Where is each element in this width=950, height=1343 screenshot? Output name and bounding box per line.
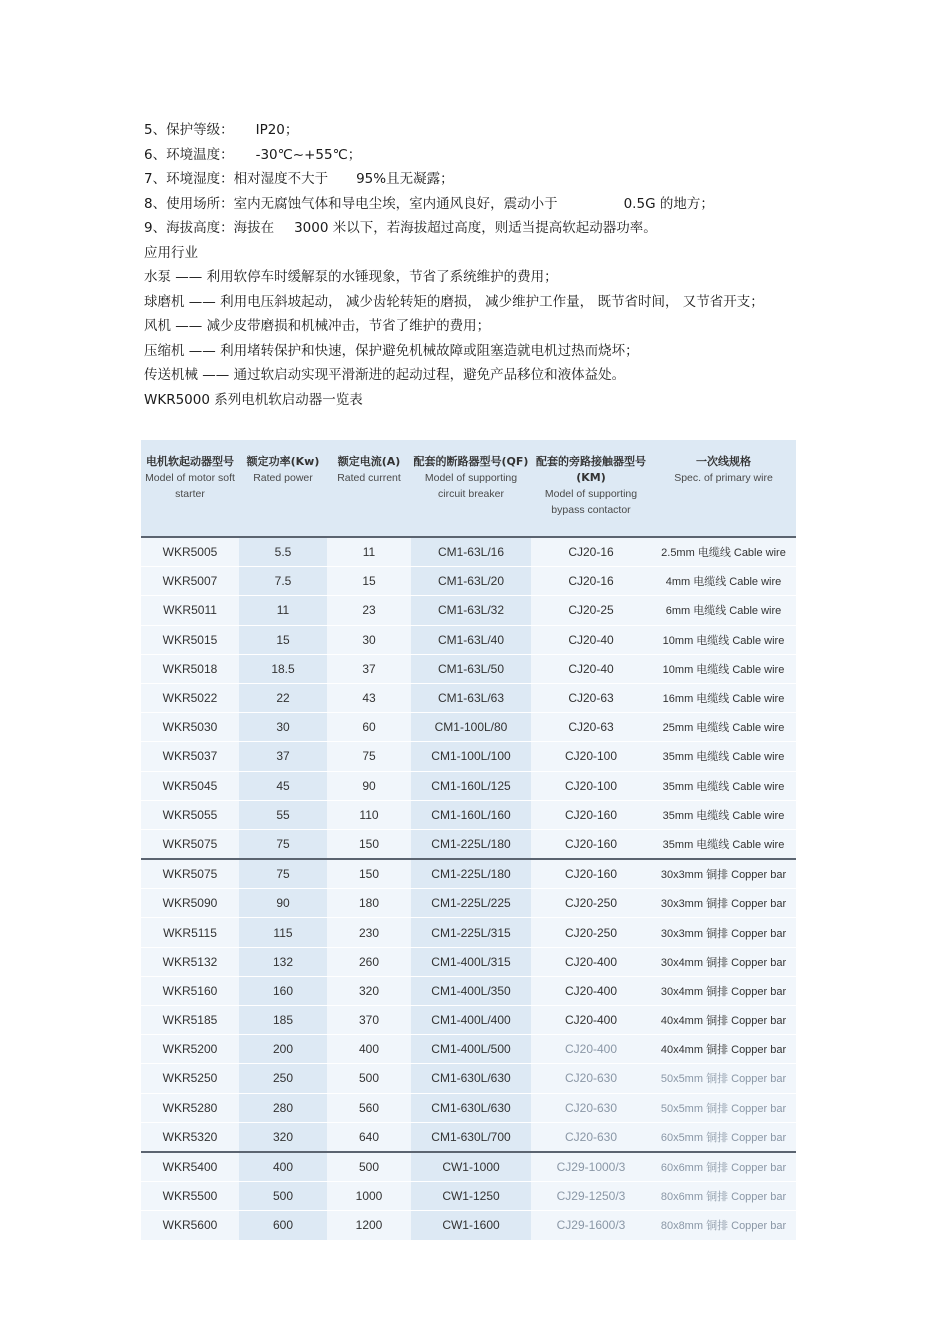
table-row <box>141 1211 796 1240</box>
table-cell: 500 <box>239 1182 327 1211</box>
table-cell: CJ20-100 <box>531 742 651 771</box>
table-cell: CJ29-1000/3 <box>531 1152 651 1182</box>
table-cell: CJ20-16 <box>531 537 651 567</box>
spec-item <box>144 216 804 241</box>
table-cell: CM1-400L/315 <box>411 947 531 976</box>
table-header-row <box>141 440 796 537</box>
table-cell: 11 <box>327 537 411 567</box>
table-cell: 30x4mm 铜排 Copper bar <box>651 976 796 1005</box>
table-cell: 185 <box>239 1006 327 1035</box>
table-row <box>141 1122 796 1152</box>
table-cell: 230 <box>327 918 411 947</box>
table-cell: 1200 <box>327 1211 411 1240</box>
table-cell: WKR5280 <box>141 1093 239 1122</box>
table-cell: WKR5015 <box>141 625 239 654</box>
table-cell: 35mm 电缆线 Cable wire <box>651 771 796 800</box>
table-cell: WKR5250 <box>141 1064 239 1093</box>
table-cell: CJ20-25 <box>531 596 651 625</box>
table-cell: WKR5075 <box>141 829 239 859</box>
column-header: 电机软起动器型号 Model of motor soft starter <box>141 440 239 537</box>
table-cell: WKR5045 <box>141 771 239 800</box>
table-cell: CW1-1600 <box>411 1211 531 1240</box>
item-number: 7、 <box>144 171 167 187</box>
table-cell: CJ20-40 <box>531 654 651 683</box>
item-label: 海拔高度：海拔在 <box>166 220 275 236</box>
table-cell: 30x3mm 铜排 Copper bar <box>651 889 796 918</box>
table-cell: WKR5090 <box>141 889 239 918</box>
table-cell: 45 <box>239 771 327 800</box>
table-cell: 43 <box>327 683 411 712</box>
table-cell: 132 <box>239 947 327 976</box>
table-cell: CJ20-630 <box>531 1064 651 1093</box>
table-cell: WKR5320 <box>141 1122 239 1152</box>
table-row <box>141 1182 796 1211</box>
table-cell: CM1-160L/125 <box>411 771 531 800</box>
table-row <box>141 1035 796 1064</box>
table-cell: 22 <box>239 683 327 712</box>
table-row <box>141 683 796 712</box>
item-label: 使用场所：室内无腐蚀气体和导电尘埃，室内通风良好，震动小于 <box>166 195 558 212</box>
table-cell: 30x3mm 铜排 Copper bar <box>651 918 796 947</box>
table-cell: 90 <box>239 889 327 918</box>
table-cell: 15 <box>327 567 411 596</box>
item-value: -30℃~+55℃； <box>255 146 362 163</box>
table-cell: CM1-63L/20 <box>411 567 531 596</box>
table-cell: CJ20-100 <box>531 771 651 800</box>
table-cell: CJ29-1250/3 <box>531 1182 651 1211</box>
item-number: 8、 <box>144 195 167 212</box>
table-cell: CJ20-160 <box>531 800 651 829</box>
column-header: 额定功率(Kw) Rated power <box>239 440 327 537</box>
table-cell: 1000 <box>327 1182 411 1211</box>
table-cell: 18.5 <box>239 654 327 683</box>
table-cell: 37 <box>327 654 411 683</box>
industry-line: 压缩机 —— 利用堵转保护和快速，保护避免机械故障或阻塞造就电机过热而烧坏； <box>144 342 639 359</box>
table-row <box>141 1093 796 1122</box>
table-cell: 75 <box>239 859 327 889</box>
table-cell: 280 <box>239 1093 327 1122</box>
table-cell: CJ20-630 <box>531 1122 651 1152</box>
spec-list <box>144 118 804 412</box>
table-cell: 15 <box>239 625 327 654</box>
table-cell: CJ29-1600/3 <box>531 1211 651 1240</box>
table-cell: 55 <box>239 800 327 829</box>
table-cell: 75 <box>239 829 327 859</box>
table-row <box>141 889 796 918</box>
item-label: 环境温度： <box>166 146 234 163</box>
table-cell: 5.5 <box>239 537 327 567</box>
table-cell: 2.5mm 电缆线 Cable wire <box>651 537 796 567</box>
table-row <box>141 918 796 947</box>
table-cell: 30 <box>239 713 327 742</box>
table-row <box>141 1064 796 1093</box>
table-row <box>141 596 796 625</box>
table-cell: CM1-225L/180 <box>411 859 531 889</box>
table-cell: WKR5005 <box>141 537 239 567</box>
table-cell: CJ20-16 <box>531 567 651 596</box>
industry-line: 水泵 —— 利用软停车时缓解泵的水锤现象，节省了系统维护的费用； <box>144 269 558 285</box>
table-row <box>141 713 796 742</box>
table-cell: 30 <box>327 625 411 654</box>
table-cell: WKR5160 <box>141 976 239 1005</box>
table-cell: WKR5200 <box>141 1035 239 1064</box>
table-row <box>141 1152 796 1182</box>
table-cell: CM1-160L/160 <box>411 800 531 829</box>
table-cell: 560 <box>327 1093 411 1122</box>
table-cell: 320 <box>239 1122 327 1152</box>
column-header: 额定电流(A) Rated current <box>327 440 411 537</box>
table-row <box>141 829 796 859</box>
table-cell: 60x6mm 铜排 Copper bar <box>651 1152 796 1182</box>
table-cell: 10mm 电缆线 Cable wire <box>651 654 796 683</box>
table-cell: 90 <box>327 771 411 800</box>
table-cell: WKR5037 <box>141 742 239 771</box>
table-cell: 80x6mm 铜排 Copper bar <box>651 1182 796 1211</box>
industry-line: 球磨机 —— 利用电压斜坡起动， 减少齿轮转矩的磨损， 减少维护工作量， 既节省时间， 又节省开支； <box>144 293 764 310</box>
table-cell: CJ20-400 <box>531 947 651 976</box>
table-cell: 30x4mm 铜排 Copper bar <box>651 947 796 976</box>
spec-item <box>144 192 804 217</box>
table-row <box>141 567 796 596</box>
table-cell: 75 <box>327 742 411 771</box>
table-row <box>141 742 796 771</box>
table-cell: WKR5132 <box>141 947 239 976</box>
table-cell: 80x8mm 铜排 Copper bar <box>651 1211 796 1240</box>
table-cell: CM1-100L/80 <box>411 713 531 742</box>
table-cell: CM1-400L/500 <box>411 1035 531 1064</box>
table-cell: CM1-630L/630 <box>411 1064 531 1093</box>
table-cell: CM1-225L/180 <box>411 829 531 859</box>
table-cell: CW1-1250 <box>411 1182 531 1211</box>
table-cell: 150 <box>327 859 411 889</box>
table-cell: 500 <box>327 1152 411 1182</box>
table-cell: 250 <box>239 1064 327 1093</box>
table-cell: 115 <box>239 918 327 947</box>
table-cell: WKR5022 <box>141 683 239 712</box>
table-cell: 40x4mm 铜排 Copper bar <box>651 1006 796 1035</box>
table-cell: CM1-630L/700 <box>411 1122 531 1152</box>
table-cell: 35mm 电缆线 Cable wire <box>651 742 796 771</box>
table-cell: 150 <box>327 829 411 859</box>
item-number: 9、 <box>144 220 167 236</box>
table-cell: 60x5mm 铜排 Copper bar <box>651 1122 796 1152</box>
table-cell: WKR5400 <box>141 1152 239 1182</box>
column-header: 配套的旁路接触器型号(KM) Model of supporting bypass contactor <box>531 440 651 537</box>
table-cell: 11 <box>239 596 327 625</box>
table-cell: CJ20-400 <box>531 1006 651 1035</box>
table-cell: CM1-400L/400 <box>411 1006 531 1035</box>
spec-item <box>144 167 804 192</box>
item-label: 环境湿度：相对湿度不大于 <box>166 171 329 187</box>
table-title: WKR5000 系列电机软启动器一览表 <box>144 391 363 408</box>
item-value: IP20； <box>255 122 299 138</box>
table-cell: 200 <box>239 1035 327 1064</box>
table-cell: WKR5075 <box>141 859 239 889</box>
table-cell: 110 <box>327 800 411 829</box>
table-cell: CJ20-630 <box>531 1093 651 1122</box>
spec-item <box>144 118 804 143</box>
column-header: 一次线规格 Spec. of primary wire <box>651 440 796 537</box>
table-cell: CJ20-400 <box>531 1035 651 1064</box>
table-cell: CW1-1000 <box>411 1152 531 1182</box>
spec-item <box>144 143 804 168</box>
table-cell: WKR5185 <box>141 1006 239 1035</box>
table-cell: 180 <box>327 889 411 918</box>
table-row <box>141 800 796 829</box>
table-cell: 10mm 电缆线 Cable wire <box>651 625 796 654</box>
table-cell: CM1-63L/63 <box>411 683 531 712</box>
table-cell: 370 <box>327 1006 411 1035</box>
table-cell: 50x5mm 铜排 Copper bar <box>651 1064 796 1093</box>
item-value: 95%且无凝露； <box>356 171 454 187</box>
table-cell: 640 <box>327 1122 411 1152</box>
table-cell: WKR5030 <box>141 713 239 742</box>
item-number: 5、 <box>144 122 167 138</box>
industry-title: 应用行业 <box>144 244 198 261</box>
table-cell: CJ20-400 <box>531 976 651 1005</box>
table-cell: 600 <box>239 1211 327 1240</box>
table-cell: 160 <box>239 976 327 1005</box>
table-row <box>141 654 796 683</box>
table-cell: CM1-63L/16 <box>411 537 531 567</box>
table-cell: CM1-225L/315 <box>411 918 531 947</box>
item-value: 3000 米以下，若海拔超过高度，则适当提高软起动器功率。 <box>294 220 657 236</box>
table-cell: 16mm 电缆线 Cable wire <box>651 683 796 712</box>
table-cell: CM1-400L/350 <box>411 976 531 1005</box>
table-cell: 7.5 <box>239 567 327 596</box>
table-cell: 260 <box>327 947 411 976</box>
table-cell: 4mm 电缆线 Cable wire <box>651 567 796 596</box>
table-row <box>141 625 796 654</box>
table-cell: CM1-63L/40 <box>411 625 531 654</box>
table-body <box>141 537 796 1240</box>
table-cell: WKR5011 <box>141 596 239 625</box>
table-cell: WKR5600 <box>141 1211 239 1240</box>
table-cell: CJ20-160 <box>531 829 651 859</box>
table-row <box>141 947 796 976</box>
table-cell: CM1-100L/100 <box>411 742 531 771</box>
table-row <box>141 771 796 800</box>
item-number: 6、 <box>144 146 167 163</box>
table-cell: 320 <box>327 976 411 1005</box>
table-cell: 35mm 电缆线 Cable wire <box>651 829 796 859</box>
table-row <box>141 537 796 567</box>
table-cell: CJ20-63 <box>531 713 651 742</box>
table-cell: 37 <box>239 742 327 771</box>
table-cell: 50x5mm 铜排 Copper bar <box>651 1093 796 1122</box>
table-cell: 6mm 电缆线 Cable wire <box>651 596 796 625</box>
table-cell: CJ20-160 <box>531 859 651 889</box>
table-cell: CJ20-250 <box>531 918 651 947</box>
table-cell: WKR5055 <box>141 800 239 829</box>
item-label: 保护等级： <box>166 122 234 138</box>
table-cell: 35mm 电缆线 Cable wire <box>651 800 796 829</box>
table-row <box>141 1006 796 1035</box>
table-cell: WKR5018 <box>141 654 239 683</box>
table-cell: WKR5115 <box>141 918 239 947</box>
table-cell: 60 <box>327 713 411 742</box>
table-cell: CJ20-250 <box>531 889 651 918</box>
table-cell: 500 <box>327 1064 411 1093</box>
table-cell: CM1-63L/32 <box>411 596 531 625</box>
table-row <box>141 976 796 1005</box>
industry-line: 风机 —— 减少皮带磨损和机械冲击，节省了维护的费用； <box>144 318 491 334</box>
industry-line: 传送机械 —— 通过软启动实现平滑渐进的起动过程，避免产品移位和液体益处。 <box>144 367 626 383</box>
table-cell: 30x3mm 铜排 Copper bar <box>651 859 796 889</box>
table-cell: 23 <box>327 596 411 625</box>
table-cell: CM1-63L/50 <box>411 654 531 683</box>
table-cell: 400 <box>327 1035 411 1064</box>
table-cell: 25mm 电缆线 Cable wire <box>651 713 796 742</box>
column-header: 配套的断路器型号(QF) Model of supporting circuit breaker <box>411 440 531 537</box>
table-cell: CJ20-63 <box>531 683 651 712</box>
table-cell: CM1-630L/630 <box>411 1093 531 1122</box>
table-cell: WKR5007 <box>141 567 239 596</box>
soft-starter-table <box>141 440 796 1241</box>
table-cell: CJ20-40 <box>531 625 651 654</box>
item-value: 0.5G 的地方； <box>623 195 714 212</box>
table-cell: 400 <box>239 1152 327 1182</box>
table-cell: CM1-225L/225 <box>411 889 531 918</box>
table-row <box>141 859 796 889</box>
table-cell: 40x4mm 铜排 Copper bar <box>651 1035 796 1064</box>
table-cell: WKR5500 <box>141 1182 239 1211</box>
